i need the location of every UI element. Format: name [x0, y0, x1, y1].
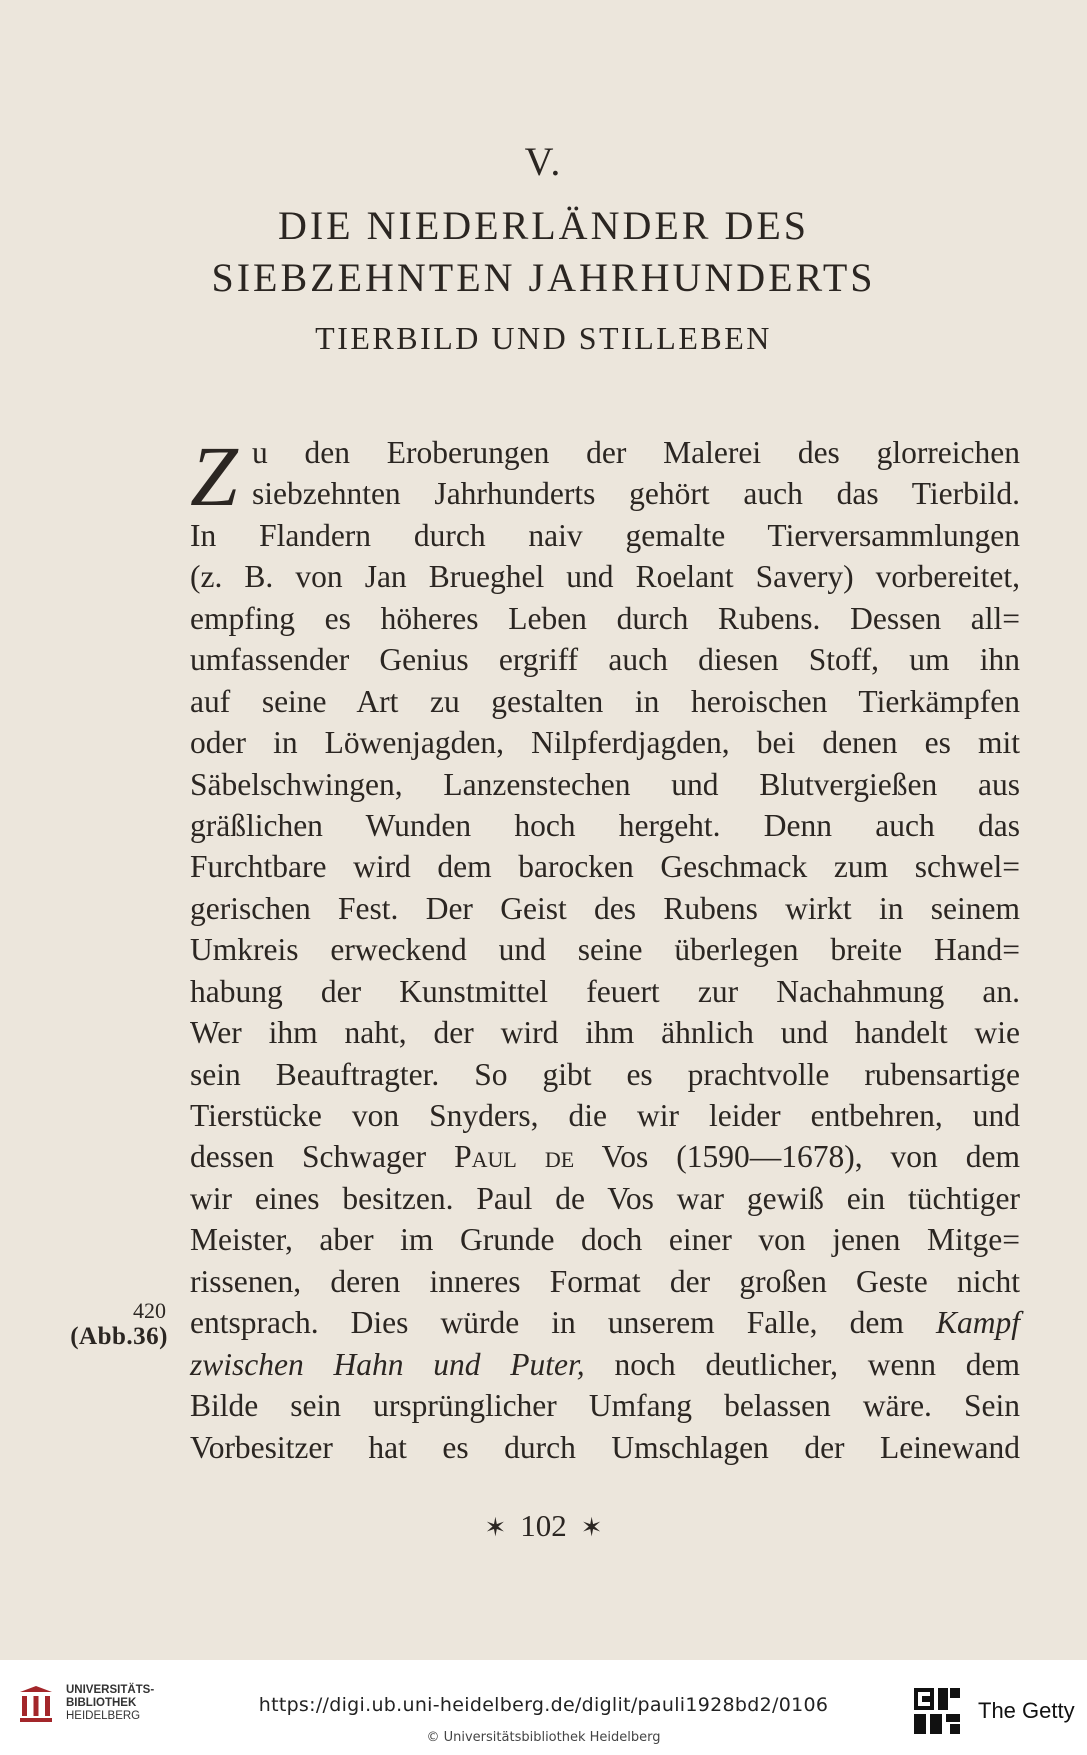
- library-name-line-2: BIBLIOTHEK: [66, 1697, 137, 1709]
- copyright-notice: © Universitätsbibliothek Heidelberg: [426, 1730, 661, 1745]
- text-segment: entsprach. Dies würde in unserem Falle, dem: [190, 1305, 936, 1341]
- person-name-paul: Paul: [454, 1139, 517, 1175]
- margin-catalog-number: 420: [133, 1298, 166, 1323]
- drop-cap: Z: [190, 428, 238, 524]
- person-name-vos: Vos: [601, 1139, 649, 1175]
- text-line-with-italic: [190, 1344, 1020, 1385]
- chapter-number: V.: [524, 139, 563, 184]
- footer-bar: [0, 1660, 1087, 1755]
- text-line: (z. B. von Jan Brueghel und Roelant Savery) vorbereitet,: [190, 559, 1020, 595]
- chapter-title-line-2: SIEBZEHNTEN JAHRHUNDERTS: [211, 255, 876, 300]
- page-number: 102: [520, 1508, 567, 1543]
- chapter-subtitle: TIERBILD UND STILLEBEN: [315, 320, 772, 356]
- text-line: siebzehnten Jahrhunderts gehört auch das Tierbild.: [252, 476, 1020, 512]
- margin-note: [48, 1300, 168, 1352]
- text-line: Umkreis erweckend und seine überlegen breite Hand=: [190, 932, 1020, 968]
- text-line: gräßlichen Wunden hoch hergeht. Denn auch das: [190, 807, 1020, 843]
- text-line: Furchtbare wird dem barocken Geschmack zum schwel=: [190, 849, 1020, 885]
- text-line: rissenen, deren inneres Format der großen Geste nicht: [190, 1263, 1020, 1299]
- source-url-link[interactable]: https://digi.ub.uni-heidelberg.de/diglit/pauli1928bd2/0106: [258, 1694, 829, 1716]
- text-line: u den Eroberungen der Malerei des glorreichen: [252, 435, 1020, 470]
- text-line: habung der Kunstmittel feuert zur Nachahmung an.: [190, 973, 1020, 1009]
- library-name-line-1: UNIVERSITÄTS-: [66, 1684, 155, 1696]
- text-line: sein Beauftragter. So gibt es prachtvolle rubensartige: [190, 1056, 1020, 1092]
- text-line: Bilde sein ursprünglicher Umfang belassen wäre. Sein: [190, 1388, 1020, 1424]
- text-line: In Flandern durch naiv gemalte Tierversammlungen: [190, 517, 1020, 553]
- text-line: Vorbesitzer hat es durch Umschlagen der Leinewand: [190, 1429, 1020, 1465]
- text-line: gerischen Fest. Der Geist des Rubens wirkt in seinem: [190, 890, 1020, 926]
- chapter-title: [0, 200, 1087, 304]
- text-line: wir eines besitzen. Paul de Vos war gewiß ein tüchtiger: [190, 1180, 1020, 1216]
- person-name-de: de: [544, 1139, 575, 1175]
- text-line: Säbelschwingen, Lanzenstechen und Blutvergießen aus: [190, 766, 1020, 802]
- text-line: Wer ihm naht, der wird ihm ähnlich und handelt wie: [190, 1015, 1020, 1051]
- getty-logo-icon: [912, 1686, 962, 1736]
- star-ornament-left: ✶: [484, 1513, 507, 1542]
- text-segment: (1590—1678), von dem: [648, 1139, 1021, 1175]
- text-line: empfing es höheres Leben durch Rubens. Dessen all=: [190, 600, 1020, 636]
- page-folio: [0, 1508, 1087, 1544]
- body-text: [190, 428, 1021, 1468]
- chapter-title-line-1: DIE NIEDERLÄNDER DES: [277, 203, 810, 248]
- margin-figure-reference: (Abb.36): [70, 1323, 168, 1350]
- library-name-line-3: HEIDELBERG: [66, 1710, 141, 1722]
- artwork-title-part-2: zwischen Hahn und Puter,: [190, 1346, 585, 1382]
- text-segment: noch deutlicher, wenn dem: [584, 1346, 1020, 1382]
- text-segment: dessen Schwager: [190, 1139, 455, 1175]
- text-line: oder in Löwenjagden, Nilpferdjagden, bei denen es mit: [190, 725, 1020, 761]
- text-line: Tierstücke von Snyders, die wir leider entbehren, und: [190, 1098, 1020, 1133]
- text-line: umfassender Genius ergriff auch diesen Stoff, um ihn: [190, 642, 1020, 678]
- text-line-with-italic: [190, 1302, 1020, 1343]
- text-line: auf seine Art zu gestalten in heroischen Tierkämpfen: [190, 683, 1020, 719]
- text-line-with-name: [190, 1136, 1020, 1177]
- text-line: Meister, aber im Grunde doch einer von jenen Mitge=: [190, 1222, 1020, 1258]
- star-ornament-right: ✶: [580, 1513, 603, 1542]
- artwork-title-part-1: Kampf: [935, 1305, 1020, 1341]
- getty-label: The Getty: [978, 1698, 1075, 1723]
